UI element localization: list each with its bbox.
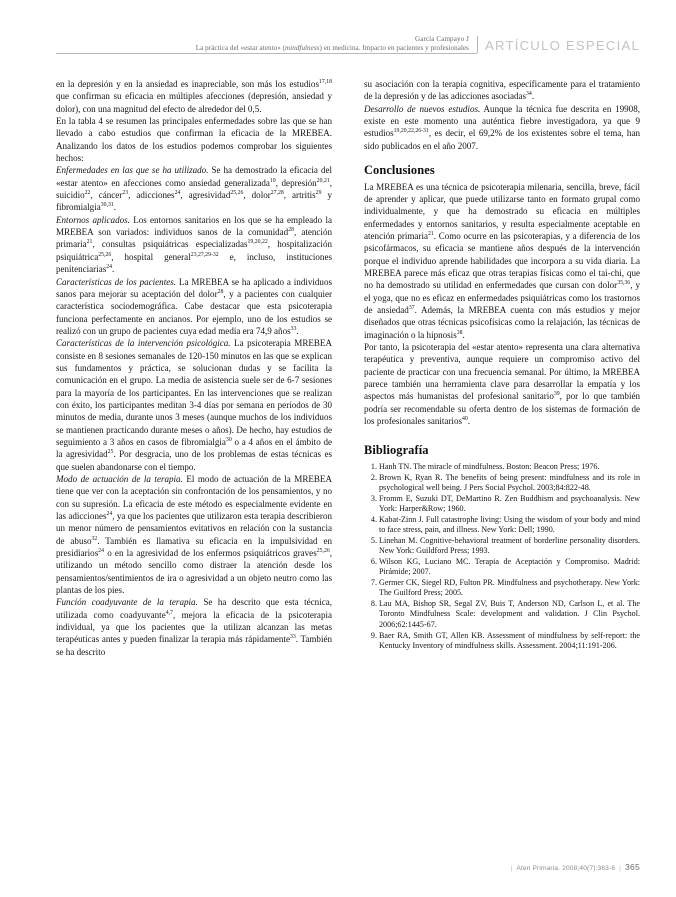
paragraph-tabla4: En la tabla 4 se resumen las principales enfermedades sobre las que se han llevado a cabo estudios que confirman la eficacia de la MREBEA. Analizando los datos de los estudios podemos comprobar los siguientes hechos:	[56, 116, 332, 164]
right-column	[364, 78, 640, 652]
running-head-title-part1: La práctica del «estar atento» (	[195, 43, 286, 52]
reference-list	[364, 462, 640, 651]
heading-conclusiones: Conclusiones	[364, 163, 435, 178]
reference-item: Wilson KG, Luciano MC. Terapia de Aceptación y Compromiso. Madrid: Pirámide; 2007.	[379, 556, 640, 577]
reference-item: Fromm E, Suzuki DT, DeMartino R. Zen Buddhism and psychoanalysis. New York: Harper&Row; 1960.	[379, 493, 640, 514]
item-modo-actuacion	[56, 473, 332, 596]
item-lead: Modo de actuación de la terapia.	[56, 474, 183, 484]
item-body: El modo de actuación de la MREBEA tiene que ver con la aceptación sin confrontación de los pensamientos, y no con su supresión. La eficacia de este método es especialmente evidente en las adicciones$^{24}$, ya que los pacientes que utilizaron esta terapia describieron un menor número de pensamientos evitativos en relación con la sustancia de abuso$^{32}$. También es llamativa su eficacia en la impulsividad en presidiarios$^{24}$ o en la agresividad de los enfermos psiquiátricos graves$^{25,26}$, utilizando un método sencillo como distraer la atención desde los pensamientos/sentimientos de ira o agresividad a un objeto neutro como las plantas de los pies.	[56, 474, 332, 596]
item-caracteristicas-pacientes	[56, 276, 332, 338]
item-lead: Desarrollo de nuevos estudios.	[364, 103, 481, 114]
item-lead: Función coadyuvante de la terapia.	[56, 597, 198, 608]
running-head-divider	[477, 36, 478, 53]
reference-item: Germer CK, Siegel RD, Fulton PR. Mindfulness and psychotherapy. New York: The Guilford Press; 2005.	[379, 578, 640, 598]
item-body: Aunque la técnica fue descrita en 19908, existe en este momento una auténtica fiebre investigadora, ya que 9 estudios$^{19,20,22,26-31}$, es decir, el 69,2% de los existentes sobre el tema, han sido publicados en el año 2007.	[364, 103, 640, 151]
item-body: Se ha demostrado la eficacia del «estar atento» en afecciones como ansiedad generalizada$^{19}$, depresión$^{20,21}$, suicidio$^{22}$, cáncer$^{23}$, adicciones$^{24}$, agresividad$^{25,26}$, dolor$^{27,28}$, artritis$^{29}$ y fibromialgia$^{30,31}$.	[56, 165, 333, 213]
page-footer	[0, 862, 640, 872]
conclusiones-paragraph-1: La MREBEA es una técnica de psicoterapia milenaria, sencilla, breve, fácil de aprender y aplicar, que puede utilizarse tanto en formato grupal como individualmente, y que ha demostrado su eficacia en múltiples enfermedades y entornos sanitarios, y resulta especialmente aceptable en atención primaria$^{21}$. Como ocurre en las psicoterapias, y a diferencia de los psicofármacos, su eficacia se mantiene años después de la intervención porque el individuo aprende habilidades que incorpora a su vida diaria. La MREBEA parece más eficaz que otras terapias físicas como el tai-chi, que no ha demostrado su utilidad en enfermedades que cursan con dolor$^{35,36}$, y el yoga, que no es eficaz en enfermedades psiquiátricas como los trastornos de ansiedad$^{37}$. Además, la MREBEA cuenta con más estudios y mejor diseñados que otras técnicas psicofísicas como la relajación, las técnicas de imaginación o la hipnosis$^{38}$.	[364, 181, 641, 340]
running-head-article-title	[56, 44, 469, 52]
reference-item: Lau MA, Bishop SR, Segal ZV, Buis T, Anderson ND, Carlson L, et al. The Toronto Mindfulness Scale: development and validation. J Clin Psychol. 2006;62:1445-67.	[379, 599, 640, 629]
page-number: 365	[625, 862, 640, 872]
item-lead: Enfermedades en las que se ha utilizado.	[56, 165, 209, 176]
item-entornos	[56, 214, 332, 276]
reference-item: Linehan M. Cognitive-behavioral treatment of borderline personality disorders. New York: Guildford Press; 1993.	[379, 535, 640, 556]
item-body: La psicoterapia MREBEA consiste en 8 sesiones semanales de 120-150 minutos en las que se explican sus fundamentos y práctica, se solucionan dudas y se facilita la comunicación en el grupo. La media de asistencia suele ser de 6-7 sesiones para la mayoría de los participantes. En las intervenciones que se realizan con éxito, los participantes meditan 3-4 días por semana en períodos de 30 minutos de media, durante unos 3 meses (aunque muchos de los individuos se mantienen practicando durante meses o años). De hecho, hay estudios de seguimiento a 3 años en casos de fibromialgia$^{30}$ o a 4 años en el ámbito de la agresividad$^{25}$. Por desgracia, uno de los problemas de estas técnicas es que suelen abandonarse con el tiempo.	[56, 338, 332, 472]
item-body: La MREBEA se ha aplicado a individuos sanos para mejorar su aceptación del dolor$^{28}$, y a pacientes con cualquier característica sociodemográfica. Cabe destacar que esta psicoterapia funciona perfectamente en ancianos. Por ejemplo, uno de los estudios se realizó con un grupo de pacientes cuya edad media era 74,9 años$^{33}$.	[56, 276, 333, 336]
item-caracteristicas-intervencion	[56, 337, 332, 473]
running-head	[56, 26, 640, 54]
item-body: Los entornos sanitarios en los que se ha empleado la MREBEA son variados: individuos sanos de la comunidad$^{28}$, atención primaria$^{21}$, consultas psiquiátricas especializadas$^{19,20,22}$, hospitalización psiquiátrica$^{25,26}$, hospital general$^{23,27,29-32}$ e, incluso, instituciones penitenciarias$^{24}$.	[56, 214, 332, 275]
reference-item: Kabat-Zinn J. Full catastrophe living: Using the wisdom of your body and mind to face stress, pain, and illness. New York: Dell; 1990.	[379, 514, 640, 535]
running-head-title-italic: mindfulness	[285, 43, 320, 52]
item-desarrollo-estudios	[364, 103, 640, 152]
heading-bibliografia: Bibliografía	[364, 443, 429, 458]
item-funcion-coadyuvante	[56, 596, 332, 658]
item-enfermedades	[56, 164, 332, 213]
reference-item: Hanh TN. The miracle of mindfulness. Boston: Beacon Press; 1976.	[379, 461, 600, 471]
footer-journal-citation: Aten Primaria. 2008;40(7):363-6	[516, 865, 616, 872]
conclusiones-paragraph-2: Por tanto, la psicoterapia del «estar atento» representa una clara alternativa terapéutica y preventiva, aunque requiere un compromiso activo del paciente de practicar con una frecuencia semanal. Por último, la MREBEA parece también una herramienta clave para desarrollar la empatía y los aspectos más humanistas del profesional sanitario$^{39}$, por lo que también podría ser recomendable su oferta dentro de los sistemas de formación de los profesionales sanitarios$^{40}$.	[364, 342, 640, 427]
running-head-text	[56, 35, 477, 54]
item-lead: Características de los pacientes.	[56, 276, 177, 287]
article-body	[56, 78, 640, 838]
section-label: ARTÍCULO ESPECIAL	[484, 38, 640, 53]
paragraph-continued: su asociación con la terapia cognitiva, específicamente para el tratamiento de la depresión y de las adicciones asociadas$^{34}$.	[364, 79, 640, 102]
running-head-author: García Campayo J	[414, 35, 469, 44]
paragraph-continued: en la depresión y en la ansiedad es inapreciable, son más los estudios$^{17,18}$ que confirman su eficacia en múltiples afecciones (depresión, ansiedad y dolor), con una magnitud del efecto de alrededor del 0,5.	[56, 78, 332, 114]
running-head-title-part2: ) en medicina. Impacto en pacientes y profesionales	[319, 43, 469, 52]
left-column	[56, 78, 332, 658]
item-lead: Características de la intervención psicológica.	[56, 338, 231, 349]
reference-item: Brown K, Ryan R. The benefits of being present: mindfulness and its role in psychological well being. J Pers Social Psychol. 2003;84:822-48.	[379, 472, 640, 493]
footer-divider-right: |	[619, 865, 622, 872]
item-body: Se ha descrito que esta técnica, utilizada como coadyuvante$^{4,7}$, mejora la eficacia de la psicoterapia individual, ya que los pacientes que la utilizan alcanzan las metas terapéuticas antes y pueden finalizar la terapia más rápidamente$^{33}$. También se ha descrito	[56, 597, 332, 657]
reference-item: Baer RA, Smith GT, Allen KB. Assessment of mindfulness by self-report: the Kentucky Inventory of mindfulness skills. Assessment. 2004;11:191-206.	[379, 630, 640, 650]
footer-divider-left: |	[510, 865, 513, 872]
item-lead: Entornos aplicados.	[56, 214, 130, 225]
